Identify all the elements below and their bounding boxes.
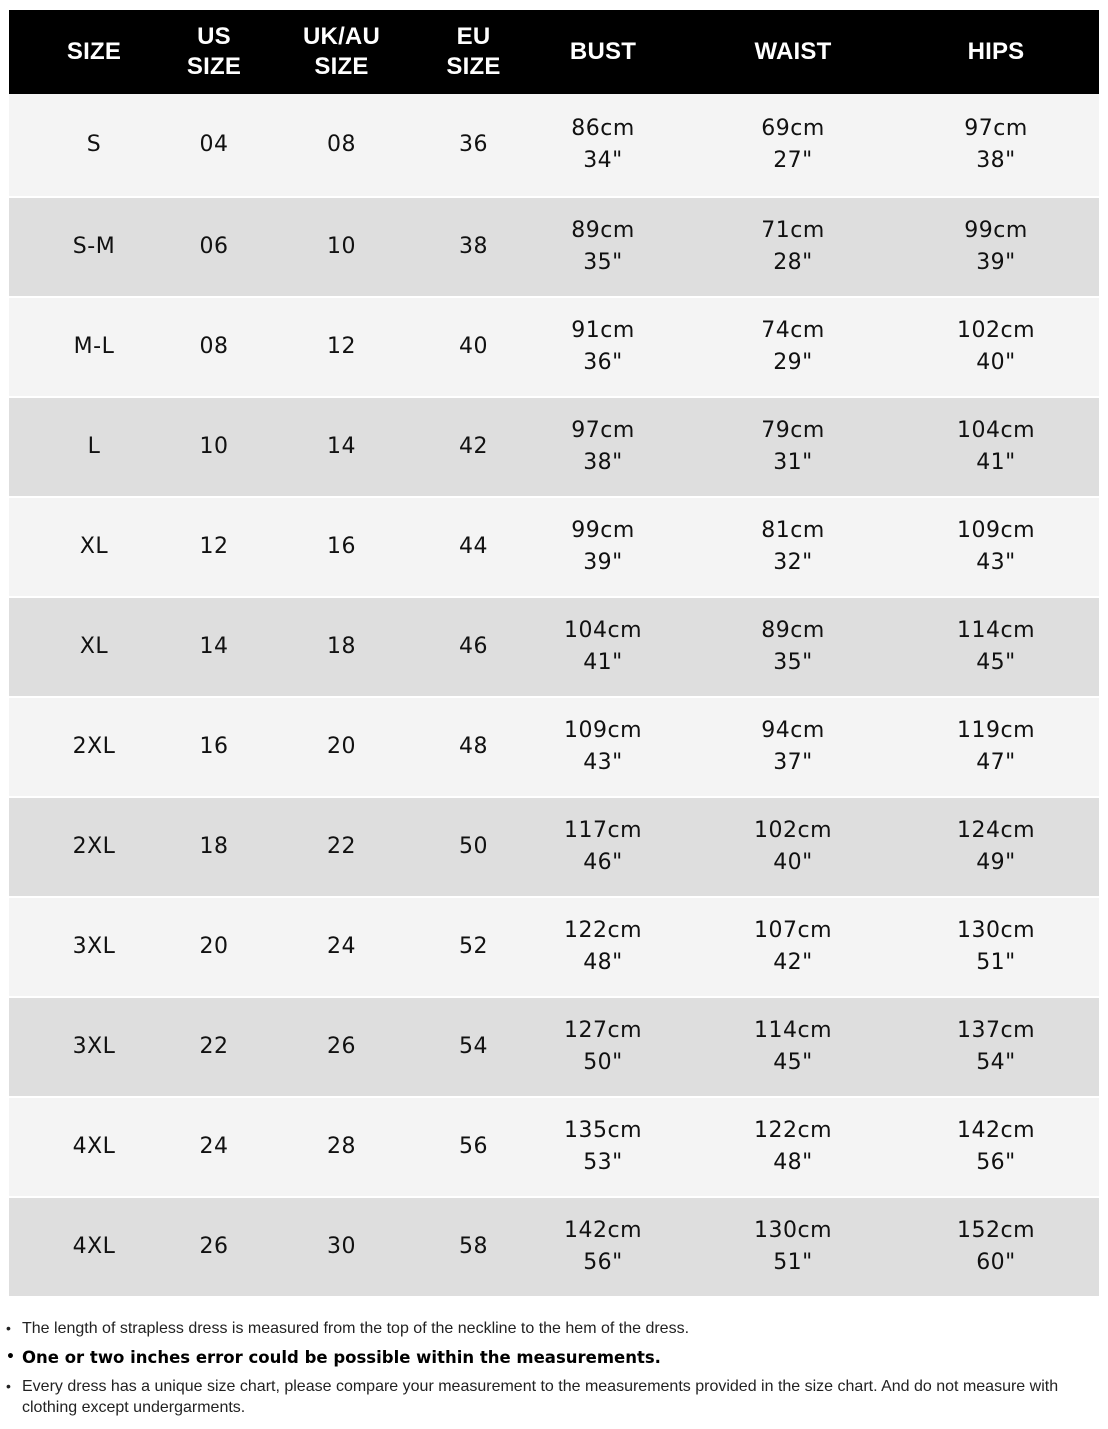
size-cell: 2XL (9, 697, 179, 797)
waist-inches: 29" (773, 350, 813, 375)
waist-inches: 48" (773, 1150, 813, 1175)
bust-inches: 34" (583, 148, 623, 173)
eu-size-cell: 48 (434, 697, 513, 797)
size-cell: L (9, 397, 179, 497)
bust-cell (513, 697, 693, 797)
table-row (9, 497, 1099, 597)
table-row (9, 197, 1099, 297)
hips-inches: 38" (976, 148, 1016, 173)
eu-size-cell: 56 (434, 1097, 513, 1197)
bullet-icon: • (6, 1320, 11, 1336)
header-uk-au-size: UK/AU SIZE (249, 10, 434, 94)
uk-au-size-cell: 12 (249, 297, 434, 397)
note-text: One or two inches error could be possible within the measurements. (22, 1348, 661, 1367)
us-size-cell: 06 (179, 197, 249, 297)
note-item (6, 1347, 1086, 1368)
uk-au-size-cell: 10 (249, 197, 434, 297)
bust-cell (513, 1197, 693, 1296)
waist-cm: 71cm (761, 218, 825, 243)
us-size-cell: 12 (179, 497, 249, 597)
table-row (9, 297, 1099, 397)
hips-cm: 102cm (956, 318, 1036, 343)
table-row (9, 997, 1099, 1097)
hips-inches: 43" (976, 550, 1016, 575)
us-size-cell: 24 (179, 1097, 249, 1197)
uk-au-size-cell: 08 (249, 94, 434, 197)
hips-cm: 119cm (956, 718, 1036, 743)
hips-inches: 56" (976, 1150, 1016, 1175)
bust-cell (513, 797, 693, 897)
bust-cm: 127cm (563, 1018, 643, 1043)
bust-cm: 99cm (571, 518, 635, 543)
size-cell: 4XL (9, 1097, 179, 1197)
size-cell: XL (9, 497, 179, 597)
waist-inches: 45" (773, 1050, 813, 1075)
note-item (6, 1376, 1086, 1418)
waist-inches: 42" (773, 950, 813, 975)
size-chart-body (9, 94, 1099, 1296)
hips-cell (893, 797, 1099, 897)
hips-cm: 104cm (956, 418, 1036, 443)
size-cell: S (9, 94, 179, 197)
table-row (9, 397, 1099, 497)
bust-inches: 36" (583, 350, 623, 375)
eu-size-cell: 38 (434, 197, 513, 297)
uk-au-size-cell: 20 (249, 697, 434, 797)
size-cell: XL (9, 597, 179, 697)
bust-cm: 97cm (571, 418, 635, 443)
header-us-size: US SIZE (179, 10, 249, 94)
hips-inches: 54" (976, 1050, 1016, 1075)
waist-inches: 51" (773, 1250, 813, 1275)
header-hips: HIPS (893, 10, 1099, 94)
note-text: Every dress has a unique size chart, please compare your measurement to the measurements provided in the size chart. And do not measure with clothing except undergarments. (22, 1378, 1059, 1416)
hips-cell (893, 297, 1099, 397)
bust-cell (513, 297, 693, 397)
bust-cm: 135cm (563, 1118, 643, 1143)
waist-cell (693, 997, 893, 1097)
waist-cm: 69cm (761, 116, 825, 141)
waist-inches: 32" (773, 550, 813, 575)
hips-cm: 109cm (956, 518, 1036, 543)
eu-size-cell: 52 (434, 897, 513, 997)
table-row (9, 94, 1099, 197)
waist-inches: 27" (773, 148, 813, 173)
waist-cell (693, 297, 893, 397)
waist-cell (693, 697, 893, 797)
waist-inches: 37" (773, 750, 813, 775)
bust-cm: 142cm (563, 1218, 643, 1243)
bust-cm: 91cm (571, 318, 635, 343)
waist-cm: 130cm (753, 1218, 833, 1243)
uk-au-size-cell: 26 (249, 997, 434, 1097)
waist-cm: 74cm (761, 318, 825, 343)
bust-inches: 56" (583, 1250, 623, 1275)
waist-cell (693, 94, 893, 197)
bust-cell (513, 997, 693, 1097)
us-size-cell: 14 (179, 597, 249, 697)
us-size-cell: 18 (179, 797, 249, 897)
hips-inches: 47" (976, 750, 1016, 775)
size-cell: M-L (9, 297, 179, 397)
us-size-cell: 10 (179, 397, 249, 497)
hips-cell (893, 1097, 1099, 1197)
bust-cm: 86cm (571, 116, 635, 141)
waist-cm: 122cm (753, 1118, 833, 1143)
bust-cell (513, 397, 693, 497)
hips-inches: 60" (976, 1250, 1016, 1275)
eu-size-cell: 36 (434, 94, 513, 197)
bust-inches: 48" (583, 950, 623, 975)
waist-cell (693, 397, 893, 497)
hips-inches: 49" (976, 850, 1016, 875)
hips-cm: 142cm (956, 1118, 1036, 1143)
size-cell: S-M (9, 197, 179, 297)
eu-size-cell: 54 (434, 997, 513, 1097)
bust-cell (513, 597, 693, 697)
note-item (6, 1318, 1086, 1339)
waist-cell (693, 597, 893, 697)
hips-cm: 137cm (956, 1018, 1036, 1043)
hips-cell (893, 997, 1099, 1097)
hips-inches: 40" (976, 350, 1016, 375)
header-size: SIZE (9, 10, 179, 94)
table-row (9, 597, 1099, 697)
hips-cell (893, 697, 1099, 797)
hips-cell (893, 897, 1099, 997)
table-row (9, 1097, 1099, 1197)
bust-cell (513, 897, 693, 997)
eu-size-cell: 46 (434, 597, 513, 697)
size-chart-header (9, 10, 1099, 94)
waist-cm: 94cm (761, 718, 825, 743)
hips-cell (893, 1197, 1099, 1296)
waist-cm: 89cm (761, 618, 825, 643)
waist-cm: 107cm (753, 918, 833, 943)
uk-au-size-cell: 22 (249, 797, 434, 897)
bust-cm: 104cm (563, 618, 643, 643)
hips-cm: 152cm (956, 1218, 1036, 1243)
uk-au-size-cell: 14 (249, 397, 434, 497)
waist-inches: 31" (773, 450, 813, 475)
waist-cell (693, 1197, 893, 1296)
hips-inches: 41" (976, 450, 1016, 475)
table-row (9, 1197, 1099, 1296)
table-row (9, 697, 1099, 797)
us-size-cell: 20 (179, 897, 249, 997)
hips-cm: 97cm (964, 116, 1028, 141)
hips-inches: 39" (976, 250, 1016, 275)
us-size-cell: 22 (179, 997, 249, 1097)
bust-cm: 109cm (563, 718, 643, 743)
hips-cell (893, 397, 1099, 497)
bust-cell (513, 497, 693, 597)
note-text: The length of strapless dress is measured from the top of the neckline to the hem of the dress. (22, 1320, 690, 1337)
hips-cell (893, 197, 1099, 297)
hips-cm: 99cm (964, 218, 1028, 243)
bust-inches: 53" (583, 1150, 623, 1175)
hips-cell (893, 497, 1099, 597)
eu-size-cell: 40 (434, 297, 513, 397)
hips-cell (893, 597, 1099, 697)
bust-inches: 43" (583, 750, 623, 775)
uk-au-size-cell: 30 (249, 1197, 434, 1296)
hips-cm: 124cm (956, 818, 1036, 843)
waist-cell (693, 497, 893, 597)
bust-cm: 89cm (571, 218, 635, 243)
size-notes (6, 1318, 1086, 1426)
uk-au-size-cell: 28 (249, 1097, 434, 1197)
bust-inches: 50" (583, 1050, 623, 1075)
waist-cell (693, 197, 893, 297)
hips-cm: 130cm (956, 918, 1036, 943)
eu-size-cell: 58 (434, 1197, 513, 1296)
waist-inches: 28" (773, 250, 813, 275)
bust-cell (513, 197, 693, 297)
size-cell: 3XL (9, 997, 179, 1097)
table-row (9, 897, 1099, 997)
eu-size-cell: 42 (434, 397, 513, 497)
bust-inches: 38" (583, 450, 623, 475)
uk-au-size-cell: 18 (249, 597, 434, 697)
waist-cm: 102cm (753, 818, 833, 843)
bullet-icon: • (6, 1378, 11, 1394)
size-cell: 2XL (9, 797, 179, 897)
waist-inches: 40" (773, 850, 813, 875)
bust-cm: 122cm (563, 918, 643, 943)
us-size-cell: 04 (179, 94, 249, 197)
us-size-cell: 26 (179, 1197, 249, 1296)
waist-cell (693, 897, 893, 997)
bust-inches: 39" (583, 550, 623, 575)
bust-inches: 35" (583, 250, 623, 275)
bust-cell (513, 1097, 693, 1197)
eu-size-cell: 44 (434, 497, 513, 597)
hips-inches: 45" (976, 650, 1016, 675)
header-waist: WAIST (693, 10, 893, 94)
uk-au-size-cell: 16 (249, 497, 434, 597)
bust-cell (513, 94, 693, 197)
bust-cm: 117cm (563, 818, 643, 843)
hips-cm: 114cm (956, 618, 1036, 643)
waist-cell (693, 1097, 893, 1197)
uk-au-size-cell: 24 (249, 897, 434, 997)
eu-size-cell: 50 (434, 797, 513, 897)
size-chart-table (9, 10, 1099, 1296)
bust-inches: 46" (583, 850, 623, 875)
header-eu-size: EU SIZE (434, 10, 513, 94)
us-size-cell: 16 (179, 697, 249, 797)
size-cell: 4XL (9, 1197, 179, 1296)
size-cell: 3XL (9, 897, 179, 997)
waist-cm: 114cm (753, 1018, 833, 1043)
bullet-icon: • (6, 1349, 15, 1365)
hips-cell (893, 94, 1099, 197)
waist-inches: 35" (773, 650, 813, 675)
table-row (9, 797, 1099, 897)
waist-cm: 81cm (761, 518, 825, 543)
header-row (9, 10, 1099, 94)
waist-cell (693, 797, 893, 897)
bust-inches: 41" (583, 650, 623, 675)
hips-inches: 51" (976, 950, 1016, 975)
waist-cm: 79cm (761, 418, 825, 443)
us-size-cell: 08 (179, 297, 249, 397)
header-bust: BUST (513, 10, 693, 94)
